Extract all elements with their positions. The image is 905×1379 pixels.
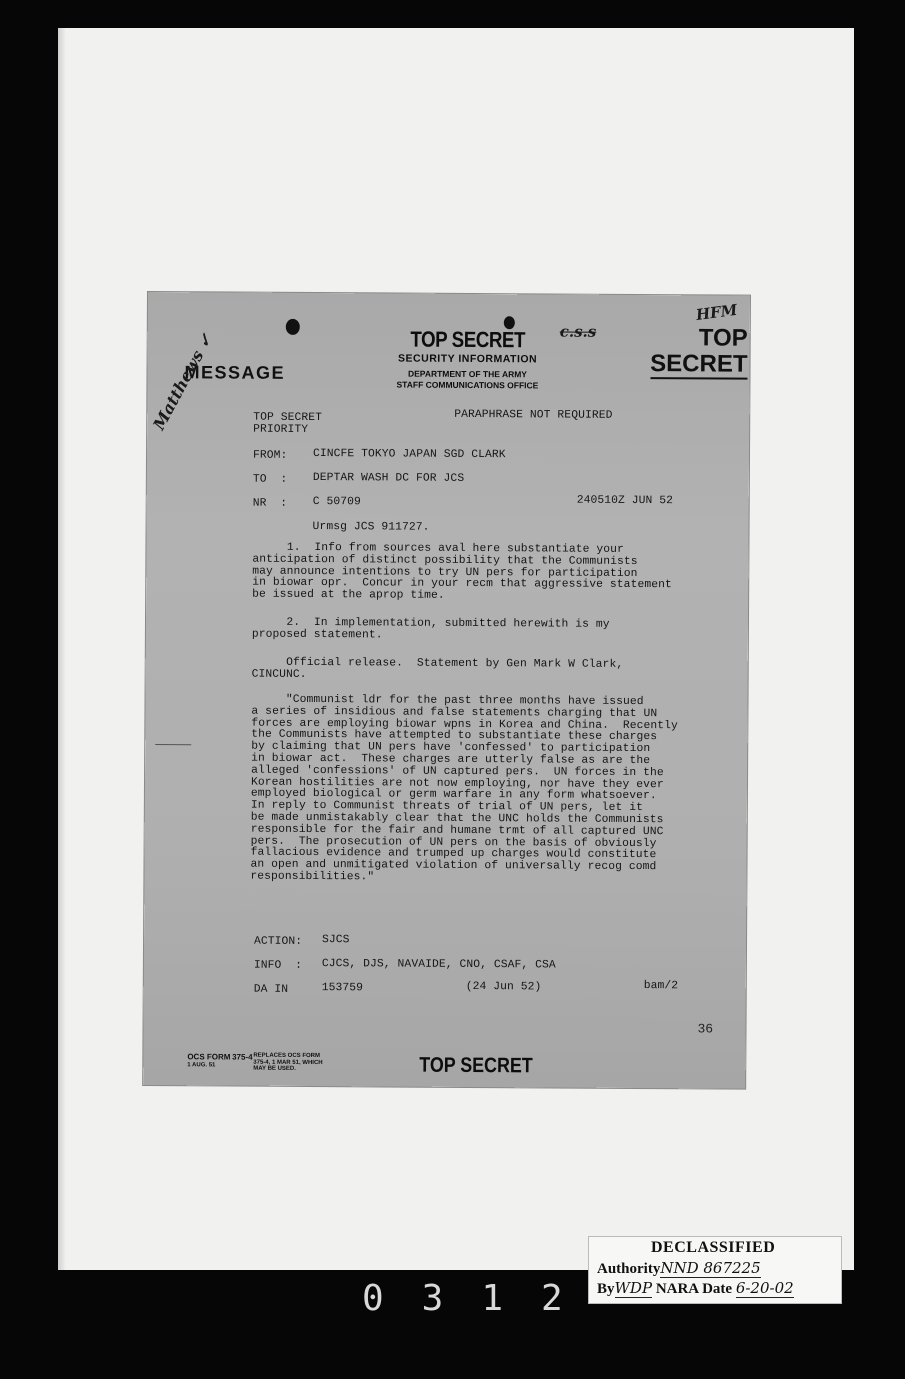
message-label: MESSAGE bbox=[184, 362, 286, 383]
to-value: DEPTAR WASH DC FOR JCS bbox=[312, 472, 465, 485]
top-secret-stamp bbox=[617, 325, 747, 381]
by-value: WDP bbox=[614, 1279, 653, 1297]
to-label: TO : bbox=[252, 473, 288, 486]
replaces-line-2: 375-4, 1 MAR 51, WHICH bbox=[253, 1059, 323, 1066]
nr-value: C 50709 bbox=[312, 496, 361, 509]
form-number: 375-4 bbox=[232, 1052, 253, 1062]
distribution-date: (24 Jun 52) bbox=[465, 980, 542, 994]
stamp-secret: SECRET bbox=[650, 350, 748, 378]
paragraph-1: 1. Info from sources aval here substantiate your anticipation of distinct possibility that the Communists may announce intentions to try UN pers for participation in biowar opr. Concur in your recm that aggressive statement be issued at the aprop time. bbox=[252, 541, 672, 603]
form-label: OCS FORM bbox=[187, 1052, 231, 1062]
action-label: ACTION: bbox=[253, 935, 303, 948]
typist-initials: bam/2 bbox=[643, 980, 679, 993]
top-secret-heading: TOP SECRET bbox=[410, 326, 526, 353]
message-form bbox=[143, 292, 750, 1089]
security-information: SECURITY INFORMATION bbox=[397, 352, 538, 366]
nara-value: 6-20-02 bbox=[735, 1279, 794, 1297]
form-replaces bbox=[253, 1053, 322, 1073]
by-label: By bbox=[597, 1281, 615, 1297]
initials-text: HFM bbox=[694, 300, 739, 325]
info-value: CJCS, DJS, NAVAIDE, CNO, CSAF, CSA bbox=[321, 958, 556, 972]
struck-mark-text: c.s.s bbox=[559, 322, 597, 341]
page-number: 36 bbox=[697, 1021, 714, 1037]
date-time-group: 240510Z JUN 52 bbox=[576, 494, 674, 508]
nara-label: NARA Date bbox=[655, 1281, 733, 1297]
da-in-label: DA IN bbox=[253, 983, 289, 996]
classification-line-2: PRIORITY bbox=[253, 423, 309, 436]
replaces-line-1: REPLACES OCS FORM bbox=[253, 1052, 321, 1060]
action-value: SJCS bbox=[322, 934, 350, 947]
handwritten-initials bbox=[695, 301, 738, 324]
from-value: CINCFE TOKYO JAPAN SGD CLARK bbox=[312, 448, 506, 462]
authority-label: Authority bbox=[597, 1261, 661, 1277]
margin-note: Matthews ✓ bbox=[149, 330, 217, 434]
statement-quote: "Communist ldr for the past three months have issued a series of insidious and false statements charging that UN forces are employing biowar wpns in Korea and China. Recently the Communists have attempted to substantiate these charges by claiming that UN pers have 'confessed' to participation in biowar act. These charges are utterly false as are the alleged 'confessions' of UN captured pers. UN forces in the Korean hostilities are not now employing, nor have they ever employed biological or germ warfare in any form whatsoever. In reply to Communist threats of trial of UN pers, let it be made unmistakably clear that the UNC holds the Communists responsible for the fair and humane trmt of all captured UNC pers. The prosecution of UN pers on the basis of obviously fallacious evidence and trumped up charges would constitute an open and unmitigated violation of universally recog comd responsibilities." bbox=[250, 693, 678, 884]
da-in-value: 153759 bbox=[321, 982, 364, 995]
margin-note-text: Matthews bbox=[149, 347, 208, 434]
classification-line-1: TOP SECRET bbox=[253, 411, 323, 425]
reference-line: Urmsg JCS 911727. bbox=[312, 521, 430, 534]
paragraph-2: 2. In implementation, submitted herewith is my proposed statement. bbox=[251, 616, 610, 642]
authority-line bbox=[597, 1259, 761, 1278]
declassified-title: DECLASSIFIED bbox=[651, 1239, 776, 1256]
info-label: INFO : bbox=[253, 959, 303, 972]
margin-rule bbox=[155, 744, 191, 745]
paraphrase-note: PARAPHRASE NOT REQUIRED bbox=[454, 408, 613, 422]
department-name: DEPARTMENT OF THE ARMY bbox=[407, 368, 528, 380]
struck-mark bbox=[560, 323, 597, 341]
replaces-line-3: MAY BE USED. bbox=[253, 1065, 296, 1072]
form-header bbox=[357, 327, 577, 391]
film-frame-number: 0312 bbox=[362, 1278, 601, 1319]
paragraph-3: Official release. Statement by Gen Mark W Clark, CINCUNC. bbox=[251, 656, 624, 681]
frame-edge bbox=[58, 28, 66, 1270]
from-label: FROM: bbox=[252, 449, 288, 462]
punch-hole-left bbox=[286, 319, 300, 335]
nr-label: NR : bbox=[252, 497, 288, 510]
authority-value: NND 867225 bbox=[660, 1259, 761, 1277]
office-name: STAFF COMMUNICATIONS OFFICE bbox=[396, 379, 539, 391]
declassification-stamp bbox=[588, 1236, 842, 1304]
form-date: 1 AUG. 51 bbox=[187, 1061, 216, 1068]
stamp-top: TOP bbox=[698, 324, 748, 352]
footer-top-secret: TOP SECRET bbox=[419, 1053, 533, 1078]
by-line bbox=[597, 1279, 794, 1298]
form-identifier bbox=[187, 1054, 252, 1068]
